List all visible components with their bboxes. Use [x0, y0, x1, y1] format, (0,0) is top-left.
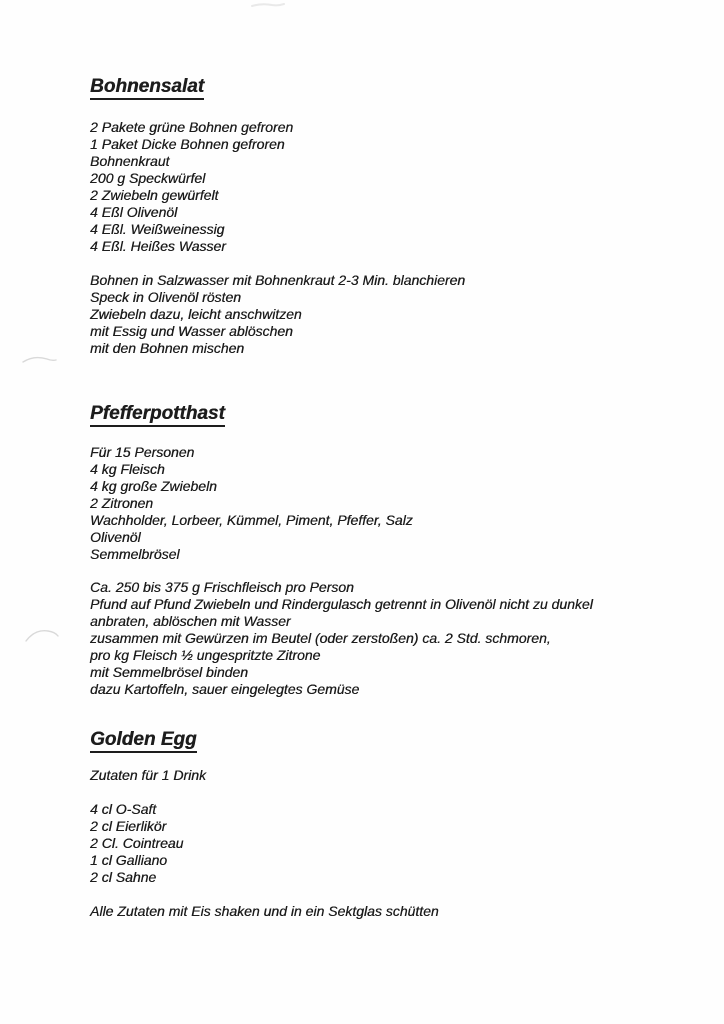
ingredient-line: 4 kg große Zwiebeln: [90, 478, 217, 494]
scan-artifact-top-smudge: [252, 4, 284, 6]
subtitle-line: Zutaten für 1 Drink: [90, 767, 206, 783]
instruction-line: Ca. 250 bis 375 g Frischfleisch pro Person: [90, 579, 354, 595]
ingredient-list-pfefferpotthast: [90, 444, 413, 563]
instruction-list-bohnensalat: [90, 272, 465, 357]
instruction-line: anbraten, ablöschen mit Wasser: [90, 613, 291, 629]
instruction-line: Zwiebeln dazu, leicht anschwitzen: [90, 306, 302, 322]
instruction-line: dazu Kartoffeln, sauer eingelegtes Gemüse: [90, 681, 360, 697]
ingredient-line: 4 Eßl. Heißes Wasser: [90, 238, 226, 254]
ingredient-list-golden-egg: [90, 801, 183, 886]
ingredient-line: Semmelbrösel: [90, 546, 180, 562]
ingredient-line: 1 cl Galliano: [90, 852, 168, 868]
ingredient-line: 2 cl Eierlikör: [90, 818, 167, 834]
recipe-title-pfefferpotthast: Pfefferpotthast: [90, 403, 225, 427]
instruction-line: Alle Zutaten mit Eis shaken und in ein Sektglas schütten: [90, 903, 439, 919]
instruction-line: pro kg Fleisch ½ ungespritzte Zitrone: [90, 647, 321, 663]
instruction-list-pfefferpotthast: [90, 579, 593, 698]
instruction-line: Bohnen in Salzwasser mit Bohnenkraut 2-3 Min. blanchieren: [90, 272, 466, 288]
instruction-list-golden-egg: [90, 903, 439, 920]
instruction-line: mit Semmelbrösel binden: [90, 664, 248, 680]
recipe-section-golden-egg-title: [90, 729, 197, 753]
ingredient-line: Olivenöl: [90, 529, 141, 545]
instruction-line: zusammen mit Gewürzen im Beutel (oder zerstoßen) ca. 2 Std. schmoren,: [90, 630, 551, 646]
ingredient-line: 200 g Speckwürfel: [90, 170, 206, 186]
ingredient-line: 2 Zitronen: [90, 495, 154, 511]
recipe-title-golden-egg: Golden Egg: [90, 729, 197, 753]
ingredient-line: 2 Pakete grüne Bohnen gefroren: [90, 119, 294, 135]
instruction-line: Pfund auf Pfund Zwiebeln und Rindergulasch getrennt in Olivenöl nicht zu dunkel: [90, 596, 593, 612]
ingredient-line: Für 15 Personen: [90, 444, 195, 460]
ingredient-line: 4 kg Fleisch: [90, 461, 165, 477]
ingredient-line: 2 Cl. Cointreau: [90, 835, 184, 851]
recipe-subtitle-golden-egg: [90, 767, 206, 784]
recipe-section-bohnensalat-title: [90, 76, 204, 100]
instruction-line: Speck in Olivenöl rösten: [90, 289, 241, 305]
recipe-title-bohnensalat: Bohnensalat: [90, 76, 204, 100]
ingredient-line: 2 Zwiebeln gewürfelt: [90, 187, 219, 203]
scan-artifact-left-lower: [26, 631, 58, 641]
ingredient-line: Bohnenkraut: [90, 153, 170, 169]
ingredient-line: 2 cl Sahne: [90, 869, 157, 885]
scan-artifact-left-upper: [23, 358, 56, 362]
ingredient-line: 1 Paket Dicke Bohnen gefroren: [90, 136, 285, 152]
instruction-line: mit den Bohnen mischen: [90, 340, 245, 356]
recipe-section-pfefferpotthast-title: [90, 403, 225, 427]
ingredient-line: 4 Eßl. Weißweinessig: [90, 221, 225, 237]
ingredient-line: Wachholder, Lorbeer, Kümmel, Piment, Pfeffer, Salz: [90, 512, 413, 528]
ingredient-line: 4 Eßl Olivenöl: [90, 204, 178, 220]
ingredient-line: 4 cl O-Saft: [90, 801, 157, 817]
ingredient-list-bohnensalat: [90, 119, 293, 255]
instruction-line: mit Essig und Wasser ablöschen: [90, 323, 293, 339]
